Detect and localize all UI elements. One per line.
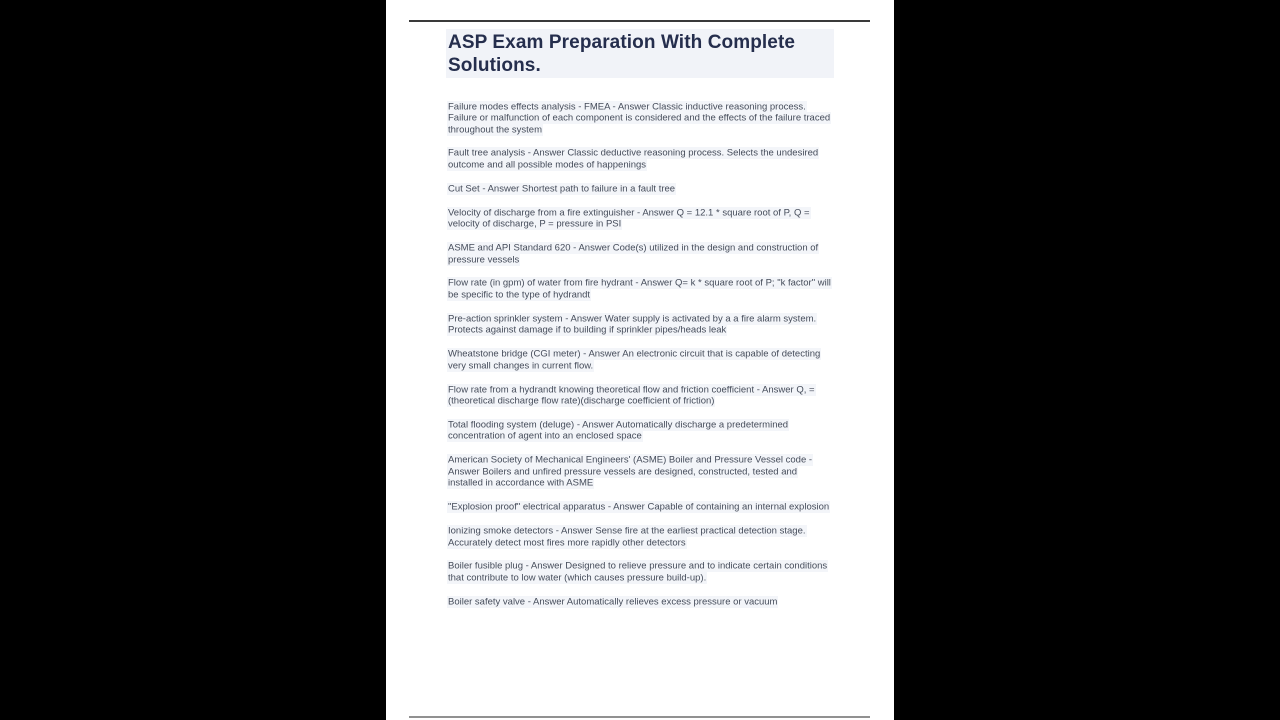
qa-paragraph-text: Total flooding system (deluge) - Answer Automatically discharge a predetermined concentration of agent into an enclosed space <box>448 419 789 442</box>
document-title: ASP Exam Preparation With Complete Solutions. <box>446 29 834 78</box>
document-page <box>386 0 894 720</box>
document-body <box>447 101 833 620</box>
qa-paragraph-text: Ionizing smoke detectors - Answer Sense fire at the earliest practical detection stage. Accurately detect most fires more rapidly other detectors <box>448 525 806 549</box>
qa-paragraph <box>447 243 833 266</box>
qa-paragraph <box>447 526 833 549</box>
qa-paragraph <box>447 101 833 136</box>
qa-paragraph-text: Boiler safety valve - Answer Automatically relieves excess pressure or vacuum <box>448 596 778 608</box>
qa-paragraph-text: Boiler fusible plug - Answer Designed to relieve pressure and to indicate certain conditions that contribute to low water (which causes pressure build-up). <box>448 560 828 584</box>
qa-paragraph-text: Fault tree analysis - Answer Classic deductive reasoning process. Selects the undesired outcome and all possible modes of happenings <box>448 147 819 171</box>
qa-paragraph <box>447 596 833 608</box>
qa-paragraph-text: Failure modes effects analysis - FMEA - Answer Classic inductive reasoning process. Failure or malfunction of each component is considered and the effects of the failure traced throughout the system <box>448 101 831 136</box>
qa-paragraph <box>447 561 833 584</box>
qa-paragraph <box>447 278 833 301</box>
qa-paragraph <box>447 349 833 372</box>
qa-paragraph-text: Pre-action sprinkler system - Answer Water supply is activated by a a fire alarm system. Protects against damage if to building if sprinkler pipes/heads leak <box>448 313 817 336</box>
qa-paragraph <box>447 502 833 514</box>
bottom-horizontal-rule <box>409 716 870 718</box>
top-horizontal-rule <box>409 20 870 22</box>
qa-paragraph <box>447 384 833 407</box>
qa-paragraph <box>447 419 833 442</box>
qa-paragraph-text: Wheatstone bridge (CGI meter) - Answer An electronic circuit that is capable of detecting very small changes in current flow. <box>448 348 821 372</box>
qa-paragraph-text: ASME and API Standard 620 - Answer Code(s) utilized in the design and construction of pressure vessels <box>448 242 819 266</box>
qa-paragraph <box>447 455 833 490</box>
qa-paragraph-text: "Explosion proof" electrical apparatus - Answer Capable of containing an internal explosion <box>448 501 830 513</box>
qa-paragraph <box>447 148 833 171</box>
qa-paragraph-text: Flow rate from a hydrandt knowing theoretical flow and friction coefficient - Answer Q, = (theoretical discharge flow rate)(discharge coefficient of friction) <box>448 384 815 407</box>
qa-paragraph <box>447 183 833 195</box>
qa-paragraph-text: Velocity of discharge from a fire extinguisher - Answer Q = 12.1 * square root of P, Q = velocity of discharge, P = pressure in PSI <box>448 207 810 230</box>
qa-paragraph-text: American Society of Mechanical Engineers' (ASME) Boiler and Pressure Vessel code - Answer Boilers and unfired pressure vessels are designed, constructed, tested and installed in accordance with ASME <box>448 454 813 489</box>
qa-paragraph-text: Cut Set - Answer Shortest path to failure in a fault tree <box>448 183 676 195</box>
qa-paragraph <box>447 313 833 336</box>
qa-paragraph <box>447 207 833 230</box>
qa-paragraph-text: Flow rate (in gpm) of water from fire hydrant - Answer Q= k * square root of P; "k factor" will be specific to the type of hydrandt <box>448 277 831 301</box>
